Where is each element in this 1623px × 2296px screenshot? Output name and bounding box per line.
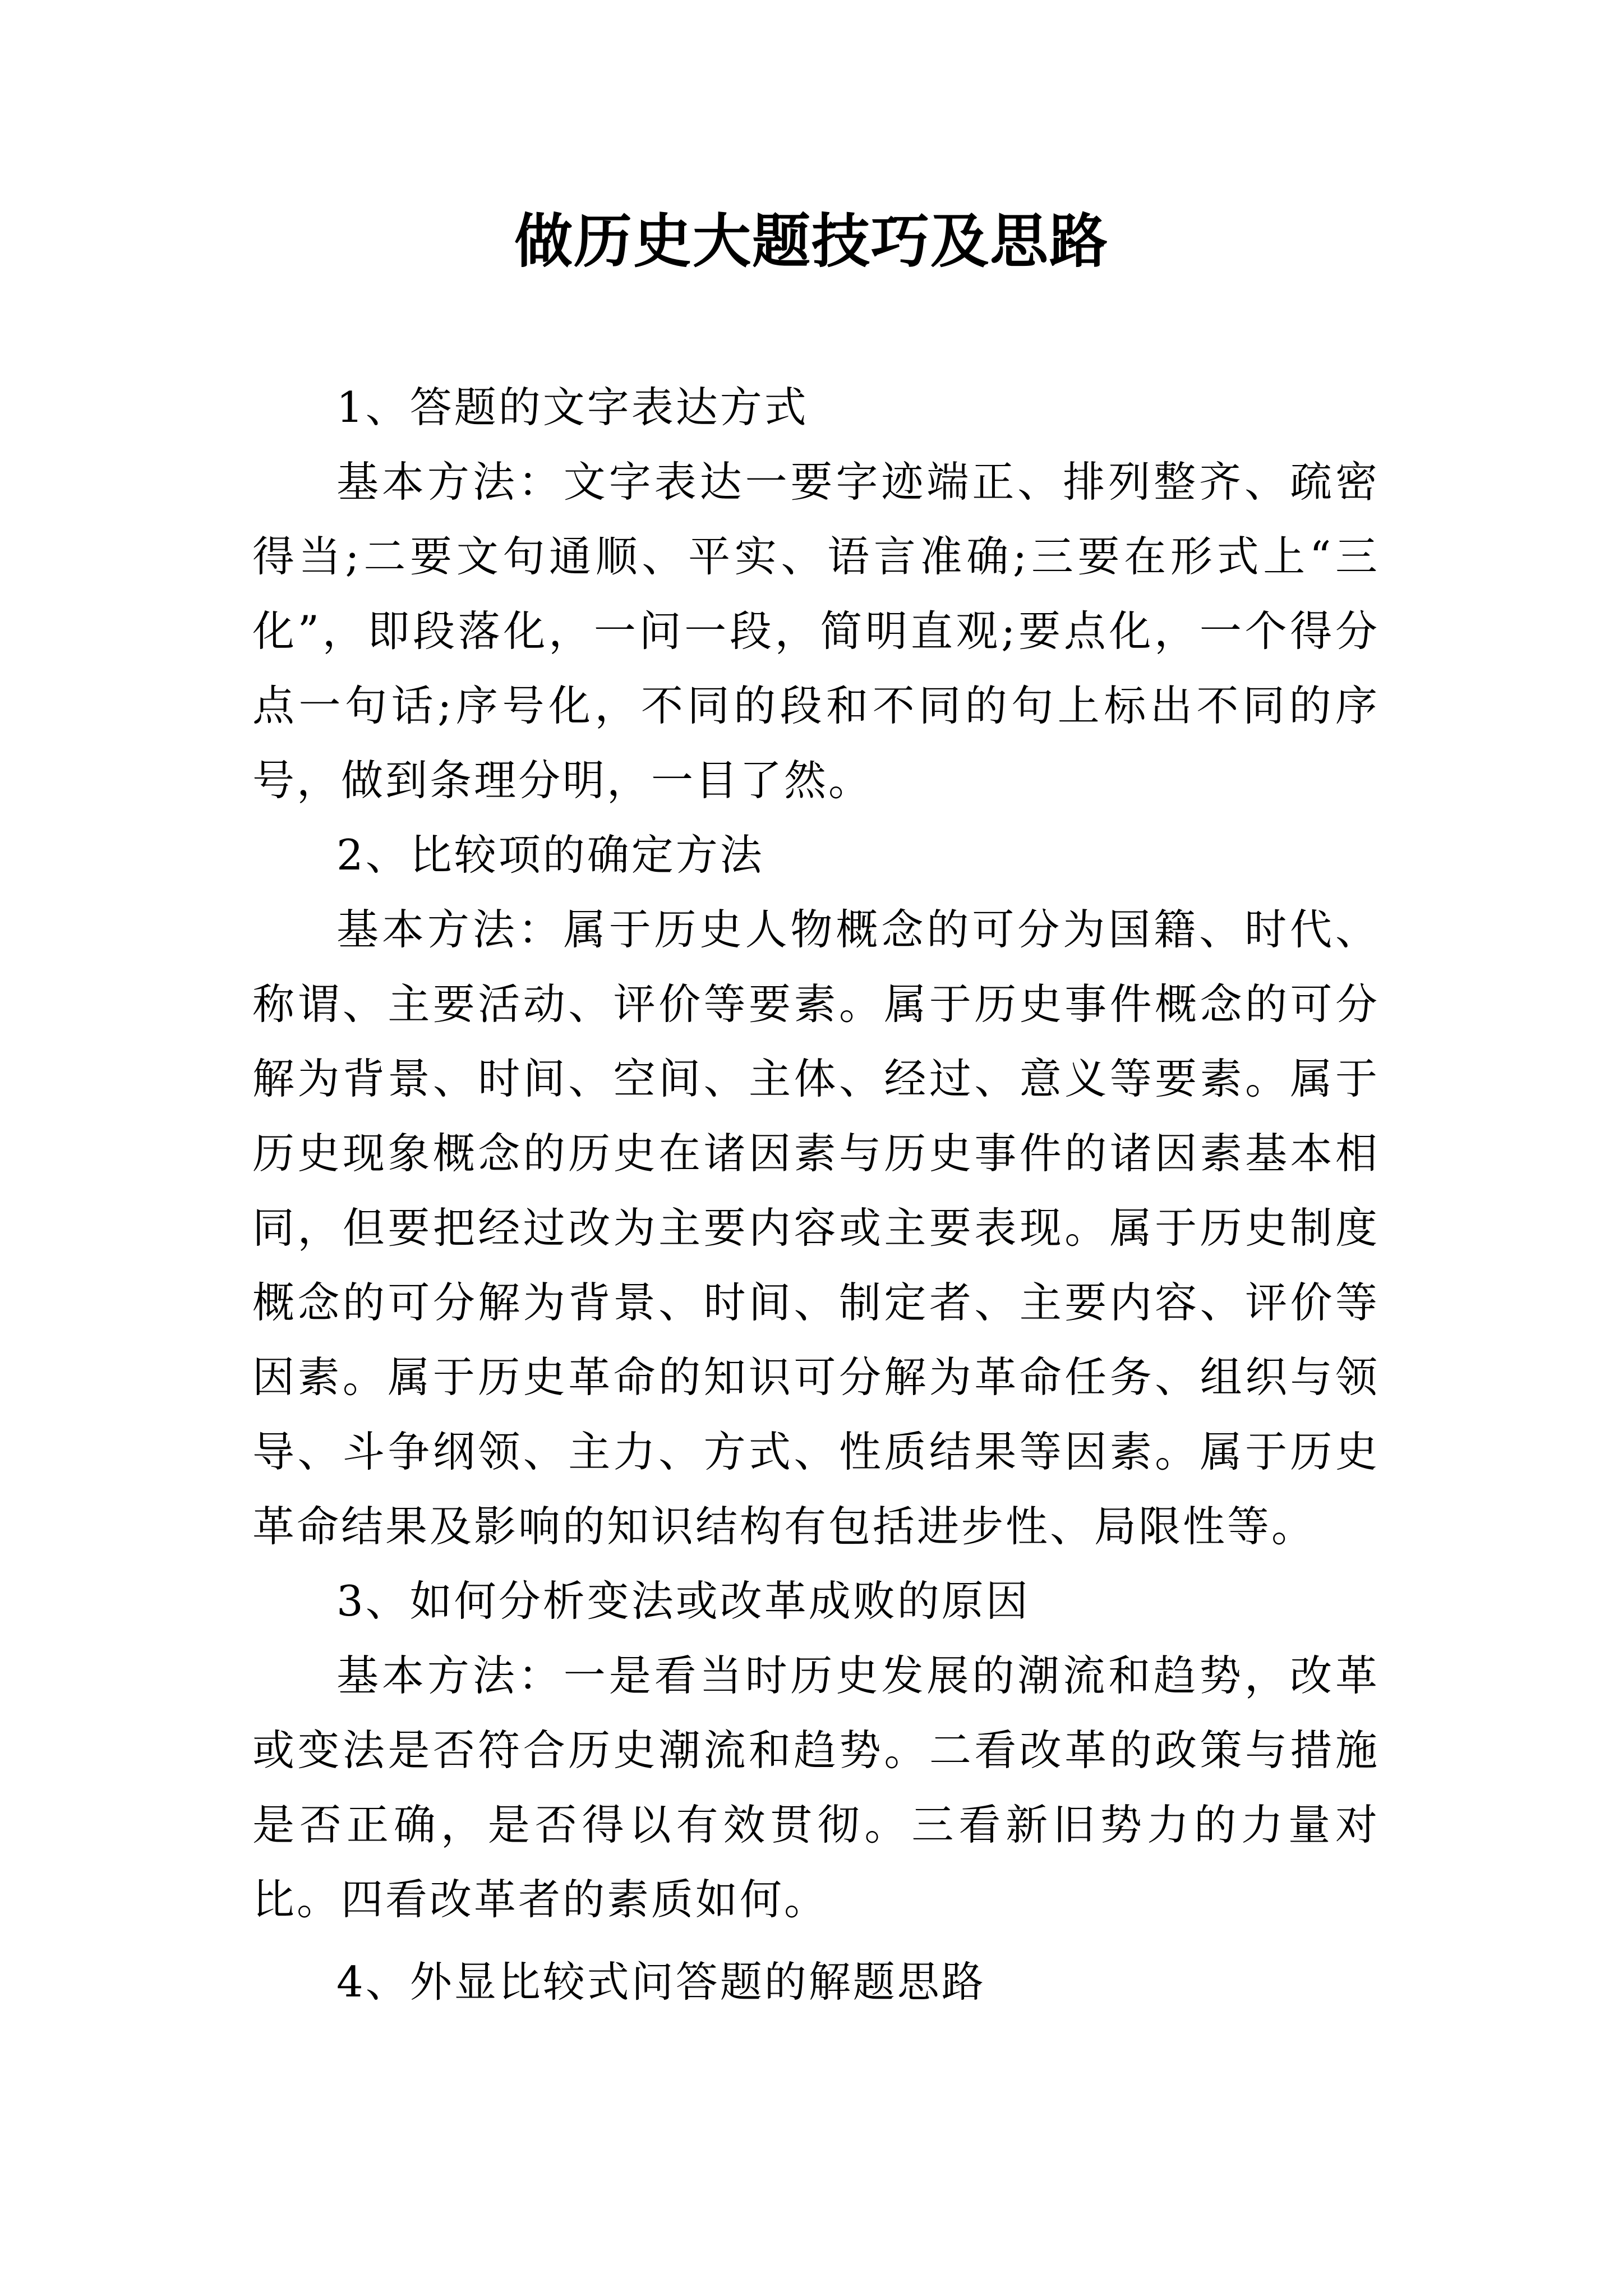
section-heading: 4、外显比较式问答题的解题思路 — [336, 1957, 986, 2007]
section-3 — [252, 1564, 1380, 1937]
section-1 — [252, 370, 1380, 818]
section-heading: 3、如何分析变法或改革成败的原因 — [336, 1576, 1030, 1626]
section-2 — [252, 818, 1380, 1564]
document-body — [252, 370, 1380, 2019]
section-paragraph: 基本方法：文字表达一要字迹端正、排列整齐、疏密得当;二要文句通顺、平实、语言准确;三要在形式上“三化”，即段落化，一问一段，简明直观;要点化，一个得分点一句话;序号化，不同的段和不同的句上标出不同的序号，做到条理分明，一目了然。 — [252, 457, 1380, 805]
section-heading: 2、比较项的确定方法 — [336, 830, 764, 880]
section-paragraph: 基本方法：属于历史人物概念的可分为国籍、时代、称谓、主要活动、评价等要素。属于历史事件概念的可分解为背景、时间、空间、主体、经过、意义等要素。属于历史现象概念的历史在诸因素与历史事件的诸因素基本相同，但要把经过改为主要内容或主要表现。属于历史制度概念的可分解为背景、时间、制定者、主要内容、评价等因素。属于历史革命的知识可分解为革命任务、组织与领导、斗争纲领、主力、方式、性质结果等因素。属于历史革命结果及影响的知识结构有包括进步性、局限性等。 — [252, 905, 1380, 1551]
section-4 — [252, 1945, 1380, 2019]
section-heading: 1、答题的文字表达方式 — [336, 383, 809, 432]
section-paragraph: 基本方法：一是看当时历史发展的潮流和趋势，改革或变法是否符合历史潮流和趋势。二看改革的政策与措施是否正确，是否得以有效贯彻。三看新旧势力的力量对比。四看改革者的素质如何。 — [252, 1651, 1380, 1924]
document-title: 做历史大题技巧及思路 — [514, 207, 1109, 275]
